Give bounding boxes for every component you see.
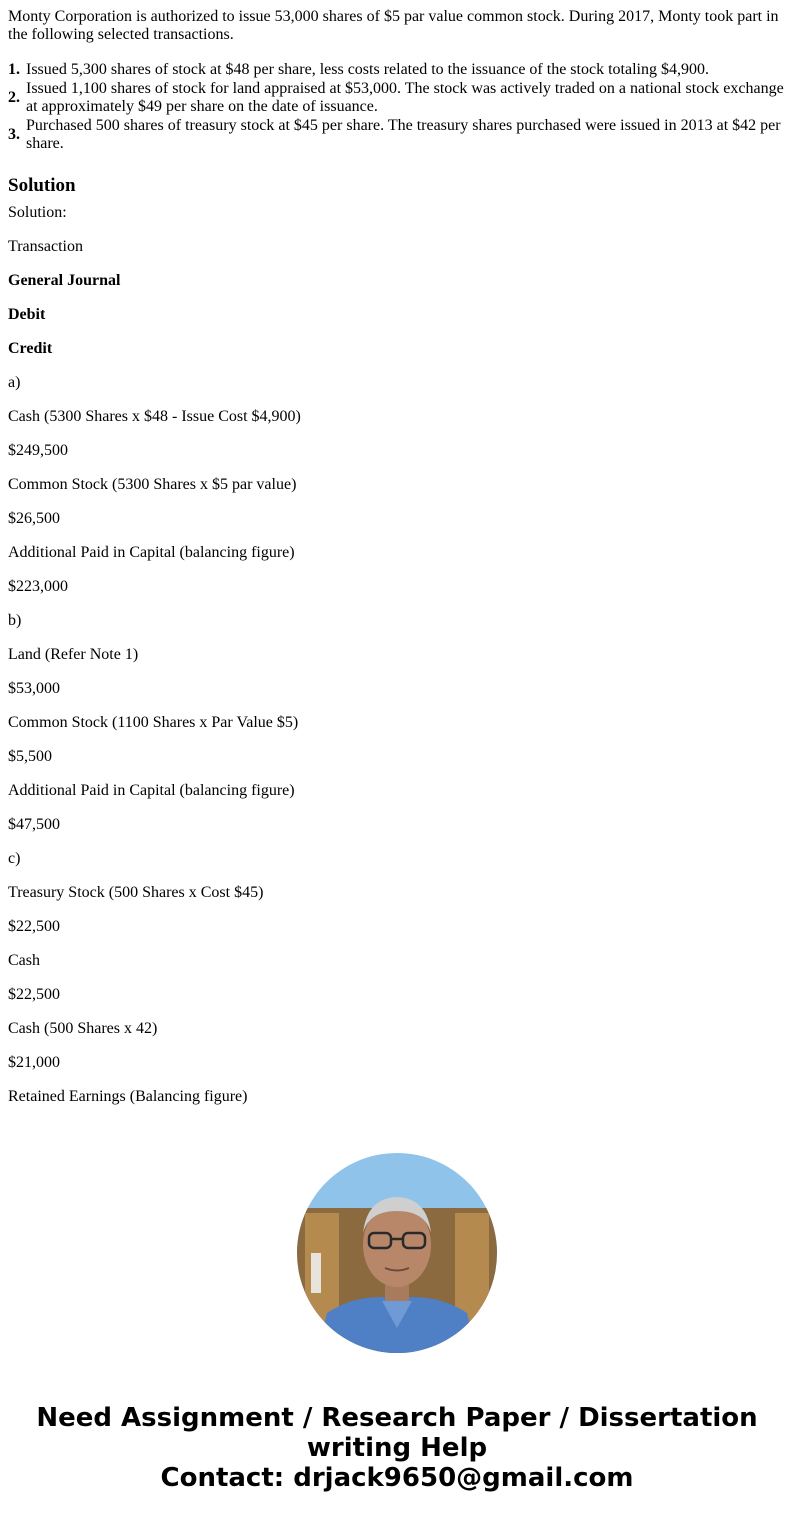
solution-line: b) [8, 612, 22, 629]
solution-heading: Solution [8, 175, 76, 196]
footer-line: Need Assignment / Research Paper / Dissertation [36, 1403, 758, 1433]
item-text: Issued 1,100 shares of stock for land appraised at $53,000. The stock was actively traded on a national stock exchange at approximately $49 per share on the date of issuance. [26, 80, 784, 115]
footer-line: writing Help [306, 1433, 488, 1463]
solution-line: Cash [8, 952, 40, 969]
solution-line: $22,500 [8, 986, 60, 1003]
solution-line: $47,500 [8, 816, 60, 833]
list-item [8, 80, 786, 116]
solution-line: Additional Paid in Capital (balancing figure) [8, 544, 295, 561]
solution-line: a) [8, 374, 21, 391]
footer-banner [0, 1403, 794, 1493]
solution-line: $22,500 [8, 918, 60, 935]
solution-line: Cash (500 Shares x 42) [8, 1020, 158, 1037]
item-text: Issued 5,300 shares of stock at $48 per share, less costs related to the issuance of the stock totaling $4,900. [26, 61, 709, 78]
page-content [8, 0, 786, 1122]
solution-line: $26,500 [8, 510, 60, 527]
solution-line: General Journal [8, 272, 121, 289]
item-number: 2. [8, 89, 20, 106]
solution-line: $223,000 [8, 578, 68, 595]
solution-line: Treasury Stock (500 Shares x Cost $45) [8, 884, 264, 901]
list-item [8, 117, 786, 153]
list-item [8, 61, 786, 79]
footer-contact: Contact: drjack9650@gmail.com [160, 1463, 634, 1493]
item-text: Purchased 500 shares of treasury stock at $45 per share. The treasury shares purchased were issued in 2013 at $42 per share. [26, 117, 781, 152]
solution-line: Additional Paid in Capital (balancing figure) [8, 782, 295, 799]
avatar [297, 1153, 497, 1353]
item-number: 3. [8, 126, 20, 143]
solution-line: Debit [8, 306, 46, 323]
solution-line: $5,500 [8, 748, 52, 765]
solution-line: Retained Earnings (Balancing figure) [8, 1088, 248, 1105]
person-photo-icon [297, 1153, 497, 1353]
solution-line: Solution: [8, 204, 67, 221]
solution-line: $249,500 [8, 442, 68, 459]
solution-line: Land (Refer Note 1) [8, 646, 139, 663]
solution-line: Transaction [8, 238, 83, 255]
solution-line: Common Stock (5300 Shares x $5 par value) [8, 476, 297, 493]
item-number: 1. [8, 61, 20, 78]
solution-line: Common Stock (1100 Shares x Par Value $5) [8, 714, 299, 731]
transaction-list [8, 61, 786, 153]
solution-line: c) [8, 850, 21, 867]
solution-lines [8, 204, 786, 1122]
solution-line: $53,000 [8, 680, 60, 697]
solution-line: Cash (5300 Shares x $48 - Issue Cost $4,900) [8, 408, 301, 425]
solution-line: $21,000 [8, 1054, 60, 1071]
question-intro: Monty Corporation is authorized to issue 53,000 shares of $5 par value common stock. During 2017, Monty took part in the following selected transactions. [8, 8, 779, 43]
solution-line: Credit [8, 340, 53, 357]
